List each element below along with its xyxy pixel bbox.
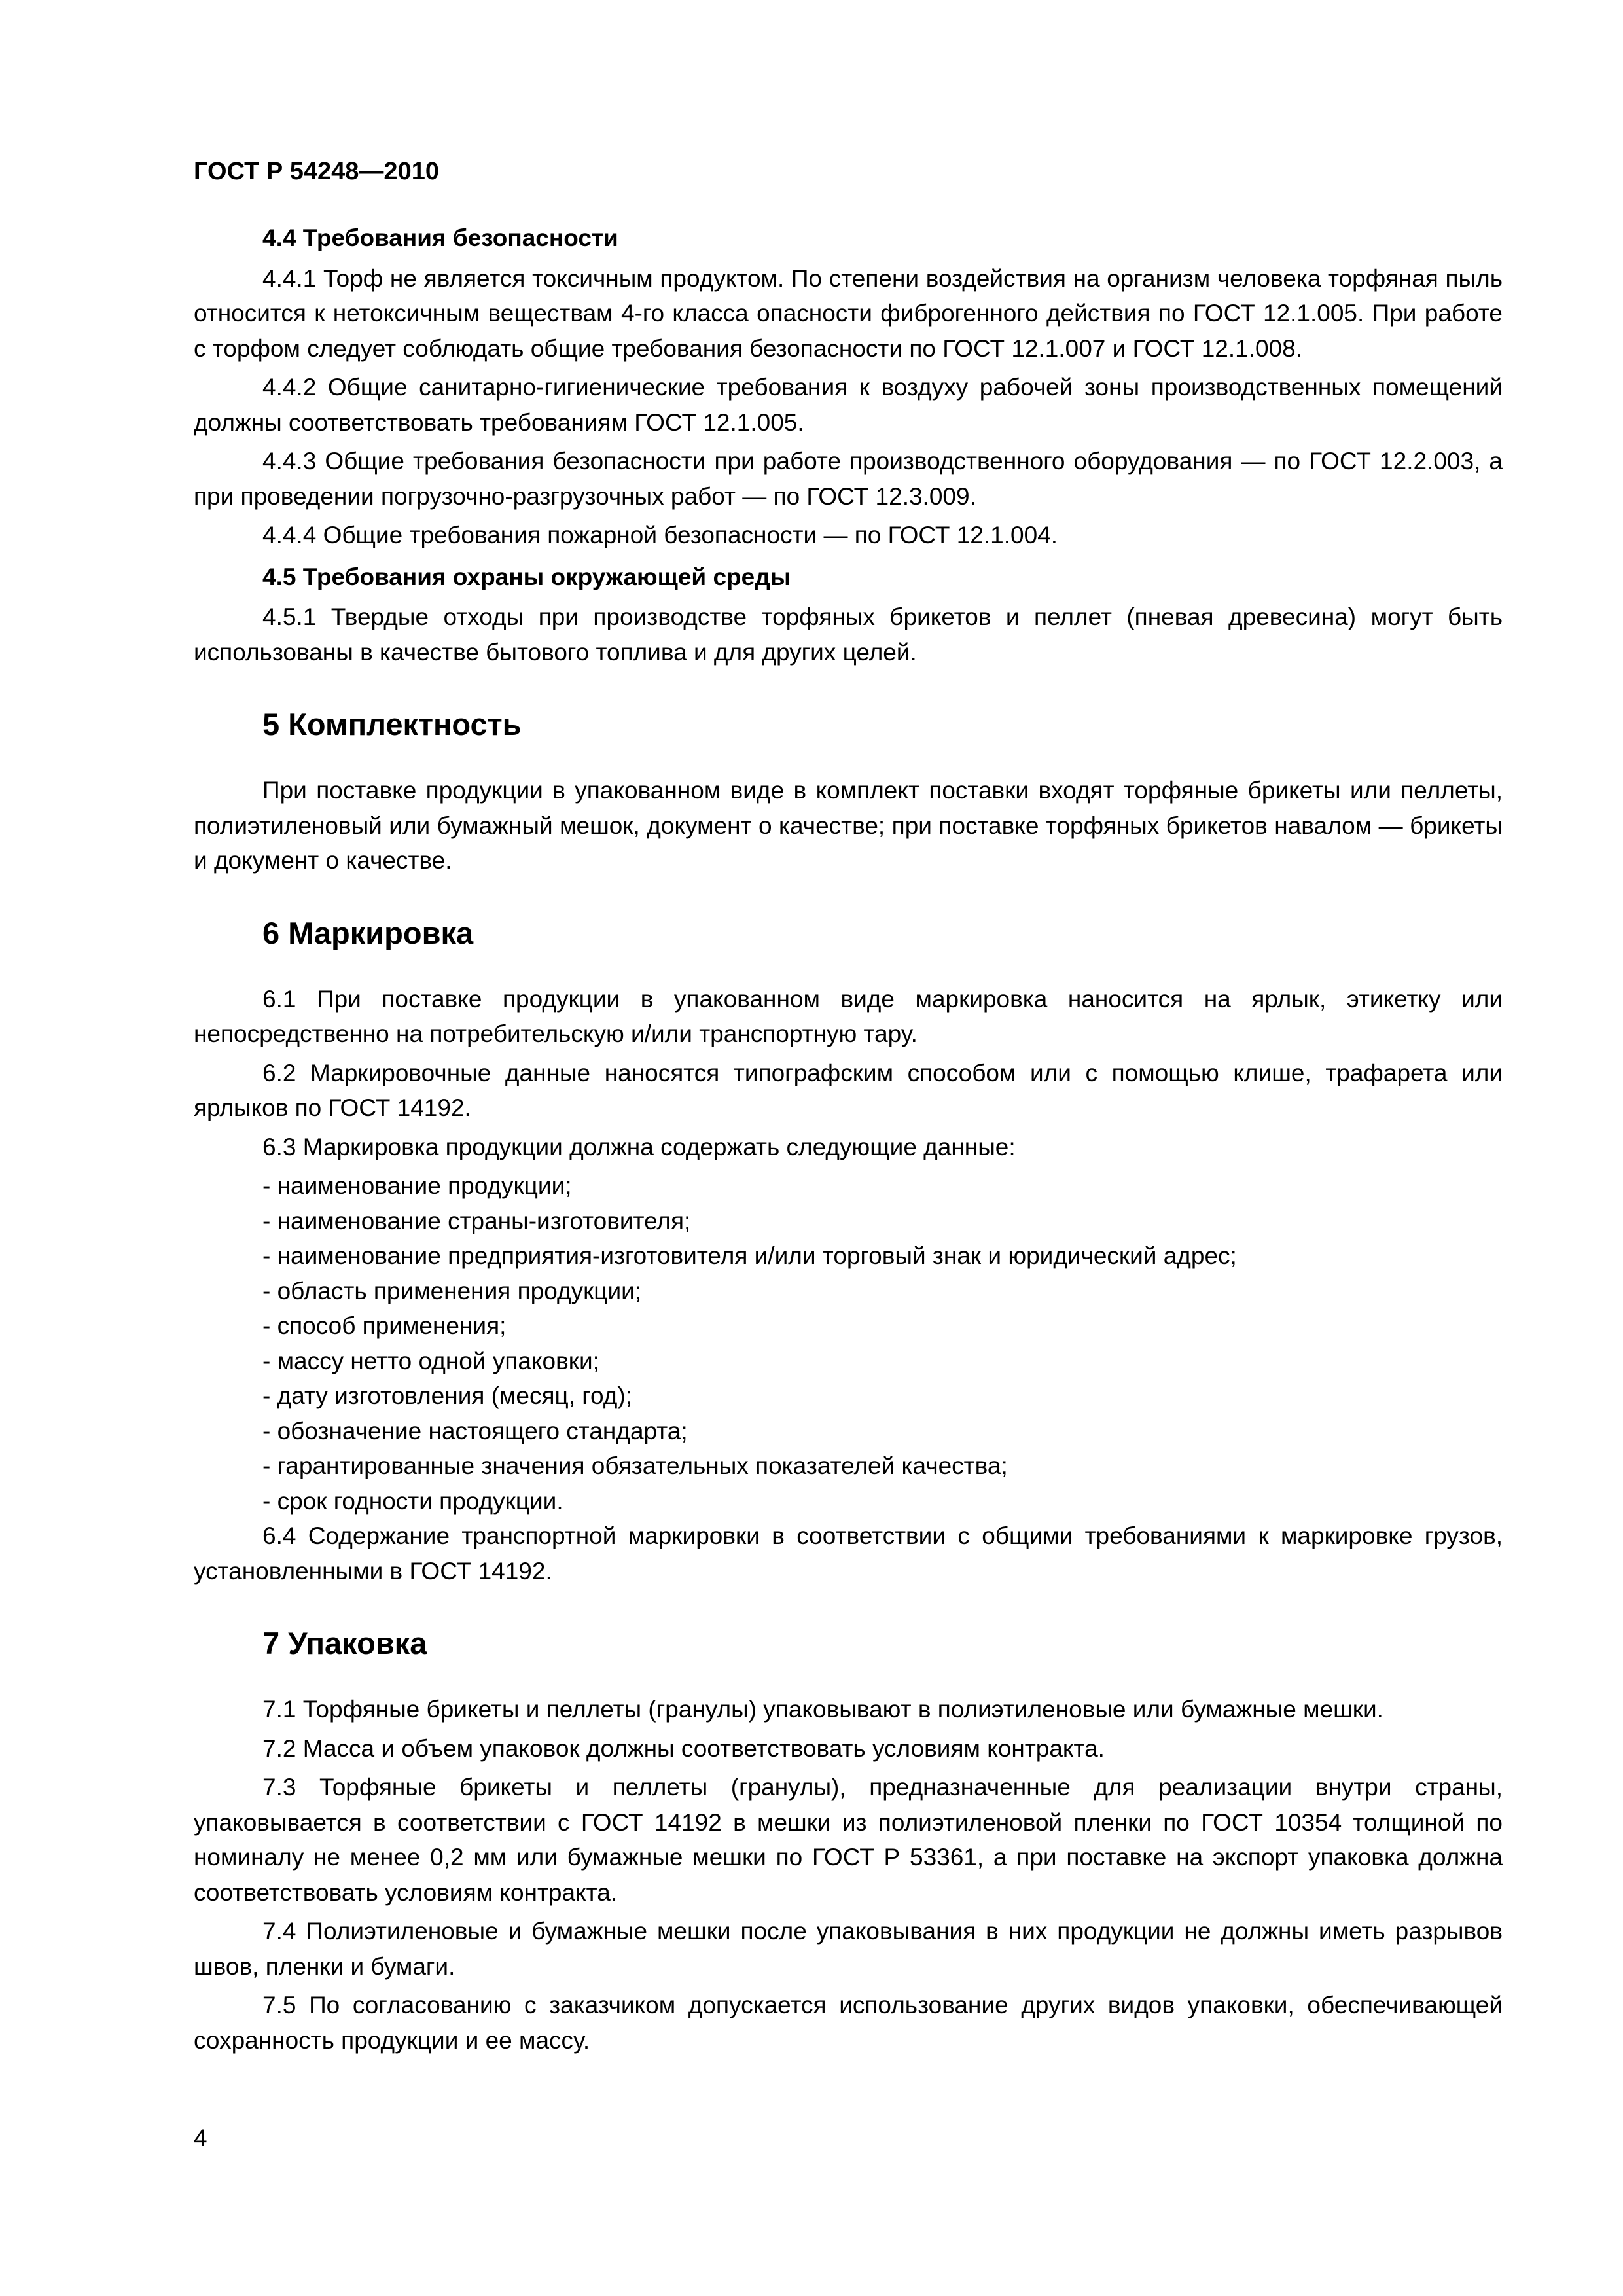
paragraph-6-3: 6.3 Маркировка продукции должна содержать следующие данные: [262,1133,1016,1160]
marking-data-list [194,1168,1503,1518]
paragraph-6-1: 6.1 При поставке продукции в упакованном виде маркировка наносится на ярлык, этикетку или непосредственно на потребительскую и/или транспортную тару. [194,985,1503,1047]
paragraph-6-4: 6.4 Содержание транспортной маркировки в соответствии с общими требованиями к маркировке грузов, установленными в ГОСТ 14192. [194,1522,1503,1585]
paragraph-7-4: 7.4 Полиэтиленовые и бумажные мешки после упаковывания в них продукции не должны иметь разрывов швов, пленки и бумаги. [194,1918,1503,1980]
section-title-5: 5 Комплектность [262,707,522,742]
page-content [194,154,1503,2062]
list-item: - гарантированные значения обязательных показателей качества; [262,1452,1008,1479]
section-title-7: 7 Упаковка [262,1626,427,1660]
section-title-6: 6 Маркировка [262,915,474,950]
paragraph-7-3: 7.3 Торфяные брикеты и пеллеты (гранулы), предназначенные для реализации внутри страны, упаковывается в соответствии с ГОСТ 14192 в мешки из полиэтиленовой пленки по ГОСТ 10354 толщиной по номиналу не менее 0,2 мм или бумажные мешки по ГОСТ Р 53361, а при поставке на экспорт упаковка должна соответствовать условиям контракта. [194,1774,1503,1906]
paragraph-4-4-3: 4.4.3 Общие требования безопасности при работе производственного оборудования — по ГОСТ 12.2.003, а при проведении погрузочно-разгрузочных работ — по ГОСТ 12.3.009. [194,448,1503,510]
list-item: - обозначение настоящего стандарта; [262,1417,688,1444]
paragraph-4-4-1: 4.4.1 Торф не является токсичным продуктом. По степени воздействия на организм человека торфяная пыль относится к нетоксичным веществам 4-го класса опасности фиброгенного действия по ГОСТ 12.1.005. При работе с торфом следует соблюдать общие требования безопасности по ГОСТ 12.1.007 и ГОСТ 12.1.008. [194,264,1503,362]
list-item: - массу нетто одной упаковки; [262,1347,599,1374]
paragraph-5: При поставке продукции в упакованном виде в комплект поставки входят торфяные брикеты или пеллеты, полиэтиленовый или бумажный мешок, документ о качестве; при поставке торфяных брикетов навалом — брикеты и документ о качестве. [194,777,1503,874]
paragraph-4-4-4: 4.4.4 Общие требования пожарной безопасности — по ГОСТ 12.1.004. [262,522,1058,548]
paragraph-7-5: 7.5 По согласованию с заказчиком допускается использование других видов упаковки, обеспечивающей сохранность продукции и ее массу. [194,1992,1503,2054]
subsection-title-4-5: 4.5 Требования охраны окружающей среды [262,563,791,590]
list-item: - дату изготовления (месяц, год); [262,1382,632,1409]
paragraph-7-1: 7.1 Торфяные брикеты и пеллеты (гранулы) упаковывают в полиэтиленовые или бумажные мешки. [262,1696,1383,1723]
list-item: - срок годности продукции. [262,1487,563,1515]
paragraph-4-4-2: 4.4.2 Общие санитарно-гигиенические требования к воздуху рабочей зоны производственных помещений должны соответствовать требованиям ГОСТ 12.1.005. [194,374,1503,436]
list-item: - наименование страны-изготовителя; [262,1207,691,1234]
list-item: - способ применения; [262,1312,507,1339]
list-item: - наименование продукции; [262,1172,572,1199]
paragraph-4-5-1: 4.5.1 Твердые отходы при производстве торфяных брикетов и пеллет (пневая древесина) могут быть использованы в качестве бытового топлива и для других целей. [194,603,1503,666]
document-designation: ГОСТ Р 54248—2010 [194,158,439,185]
list-item: - область применения продукции; [262,1277,642,1304]
subsection-title-4-4: 4.4 Требования безопасности [262,224,618,251]
paragraph-6-2: 6.2 Маркировочные данные наносятся типографским способом или с помощью клише, трафарета или ярлыков по ГОСТ 14192. [194,1059,1503,1121]
list-item: - наименование предприятия-изготовителя и/или торговый знак и юридический адрес; [262,1242,1237,1269]
paragraph-7-2: 7.2 Масса и объем упаковок должны соответствовать условиям контракта. [262,1734,1105,1762]
page-number: 4 [194,2125,207,2151]
